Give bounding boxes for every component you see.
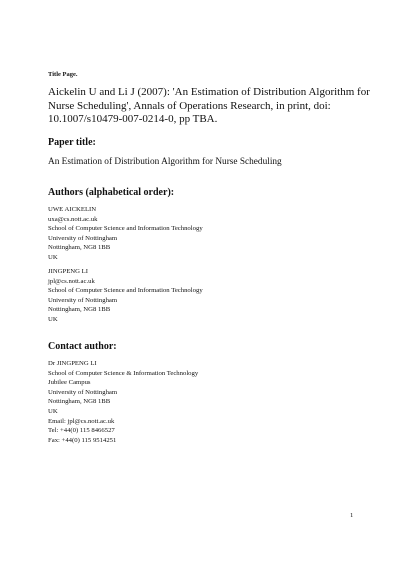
paper-title: An Estimation of Distribution Algorithm for Nurse Scheduling (48, 157, 282, 167)
author-name: JINGPENG LI (48, 268, 88, 275)
contact-heading: Contact author: (48, 341, 117, 352)
page-number: 1 (350, 512, 354, 519)
citation: Aickelin U and Li J (2007): 'An Estimation of Distribution Algorithm for Nurse Scheduling', Annals of Operations Research, in print, doi: 10.1007/s10479-007-0214-0, pp TBA. (48, 86, 370, 125)
author-university: University of Nottingham (48, 296, 118, 304)
author-city: Nottingham, NG8 1BB (48, 306, 111, 314)
contact-fax: Fax: +44(0) 115 9514251 (48, 436, 117, 444)
author-email: jpl@cs.nott.ac.uk (48, 277, 95, 285)
author-city: Nottingham, NG8 1BB (48, 244, 111, 252)
authors-heading: Authors (alphabetical order): (48, 187, 175, 198)
author-country: UK (48, 315, 58, 323)
contact-city: Nottingham, NG8 1BB (48, 398, 111, 406)
contact-campus: Jubilee Campus (48, 379, 91, 387)
author-country: UK (48, 253, 58, 261)
contact-name: Dr JINGPENG LI (48, 360, 97, 367)
author-school: School of Computer Science and Information Technology (48, 287, 203, 295)
author-name: UWE AICKELIN (48, 206, 97, 213)
paper-title-heading: Paper title: (48, 137, 96, 148)
author-email: uxa@cs.nott.ac.uk (48, 215, 98, 223)
author-university: University of Nottingham (48, 234, 118, 242)
author-block-2 (48, 267, 203, 325)
contact-block (48, 359, 198, 445)
contact-tel: Tel: +44(0) 115 8466527 (48, 427, 115, 435)
contact-university: University of Nottingham (48, 388, 118, 396)
contact-country: UK (48, 407, 58, 415)
contact-email: Email: jpl@cs.nott.ac.uk (48, 417, 115, 425)
author-block-1 (48, 205, 203, 263)
title-page-label: Title Page. (48, 71, 78, 78)
contact-school: School of Computer Science & Information Technology (48, 369, 199, 377)
author-school: School of Computer Science and Information Technology (48, 225, 203, 233)
